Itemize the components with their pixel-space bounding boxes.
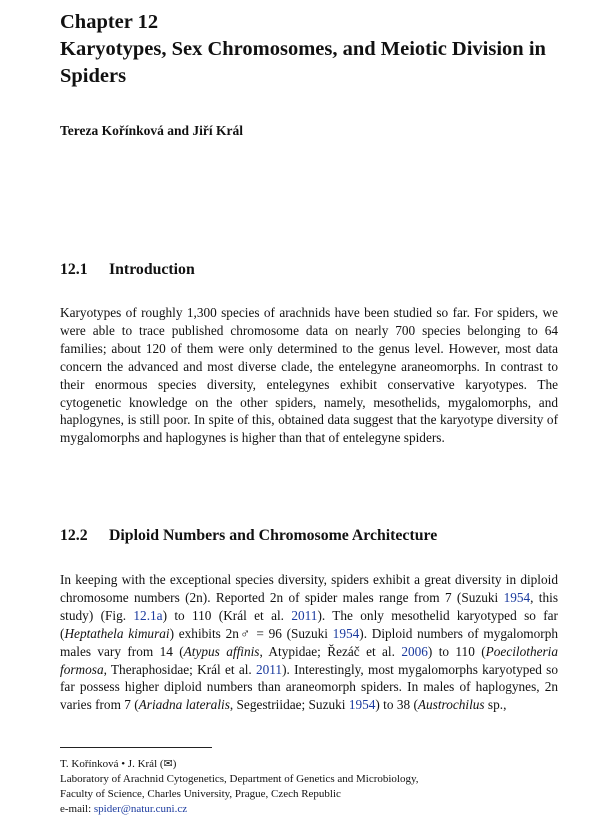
text: In keeping with the exceptional species diversity, spiders exhibit a great diversity in diploid chromosome numbers (2n). Reported 2n of spider males range from 7 (Suzuki — [60, 572, 558, 605]
footnote-divider — [60, 747, 212, 748]
species-name: Poecilotheria formosa — [60, 643, 559, 677]
text: , Atypidae; Řezáč et al. — [259, 643, 402, 659]
text: ). The only mesothelid karyotyped so far ( — [60, 607, 558, 641]
section-title: Diploid Numbers and Chromosome Architecture — [109, 527, 438, 544]
text: sp., — [484, 697, 507, 713]
footnote-affiliation-line-2: Faculty of Science, Charles University, Prague, Czech Republic — [60, 788, 341, 800]
chapter-label: Chapter 12 — [60, 11, 159, 33]
introduction-paragraph: Karyotypes of roughly 1,300 species of arachnids have been studied so far. For spiders, we were able to trace published chromosome data on nearly 700 species belonging to 64 families; about 120 of them were only determined to the genus level. However, most data concern the advanced and most diverse clade, the entelegyne araneomorphs. In contrast to their enormous species diversity, entelegynes exhibit conservative karyotypes. The cytogenetic knowledge on the other spiders, namely, mesothelids, mygalomorphs, and haplogynes, is still poor. In spite of this, obtained data suggest that the karyotype diversity of mygalomorphs and haplogynes is higher than that of entelegyne spiders. — [60, 305, 558, 446]
figure-link[interactable]: 12.1a — [133, 607, 163, 623]
footnote-affiliation-line-1: Laboratory of Arachnid Cytogenetics, Department of Genetics and Microbiology, — [60, 773, 419, 785]
chapter-title: Karyotypes, Sex Chromosomes, and Meiotic Division in Spiders — [60, 38, 546, 87]
footnote-authors: T. Kořínková • J. Král (✉) — [60, 758, 177, 770]
text: ) exhibits 2n♂ = 96 (Suzuki — [169, 625, 333, 641]
section-number: 12.2 — [60, 527, 88, 544]
text: ) to 38 ( — [375, 697, 418, 713]
species-name: Atypus affinis — [183, 643, 260, 659]
species-name: Austrochilus — [417, 697, 485, 713]
section-heading-diploid-numbers — [60, 527, 437, 545]
text: ). Diploid numbers of mygalomorph males vary from 14 ( — [60, 625, 558, 659]
species-name: Heptathela kimurai — [64, 625, 170, 641]
text: , Segestriidae; Suzuki — [229, 697, 349, 713]
citation-link[interactable]: 1954 — [332, 625, 360, 641]
email-label: e-mail: — [60, 803, 94, 815]
citation-link[interactable]: 2006 — [401, 643, 428, 659]
text: ). Interestingly, most mygalomorphs karyotyped so far possess higher diploid numbers than araneomorph spiders. In males of haplogynes, 2n varies from 7 ( — [60, 661, 558, 713]
citation-link[interactable]: 1954 — [503, 589, 531, 605]
text: , this study) (Fig. — [60, 589, 558, 623]
section-number: 12.1 — [60, 261, 88, 278]
section-heading-introduction — [60, 261, 195, 279]
citation-link[interactable]: 1954 — [348, 697, 376, 713]
chapter-authors: Tereza Kořínková and Jiří Král — [60, 123, 244, 138]
species-name: Ariadna lateralis — [138, 697, 230, 713]
email-link[interactable]: spider@natur.cuni.cz — [93, 803, 188, 815]
citation-link[interactable]: 2011 — [291, 607, 318, 623]
diploid-numbers-paragraph — [60, 571, 558, 714]
section-title: Introduction — [109, 261, 195, 278]
text: ) to 110 ( — [427, 643, 486, 659]
footnote-email — [60, 802, 558, 817]
text: , Theraphosidae; Král et al. — [103, 661, 256, 677]
citation-link[interactable]: 2011 — [255, 661, 283, 677]
text: ) to 110 (Král et al. — [162, 607, 292, 623]
